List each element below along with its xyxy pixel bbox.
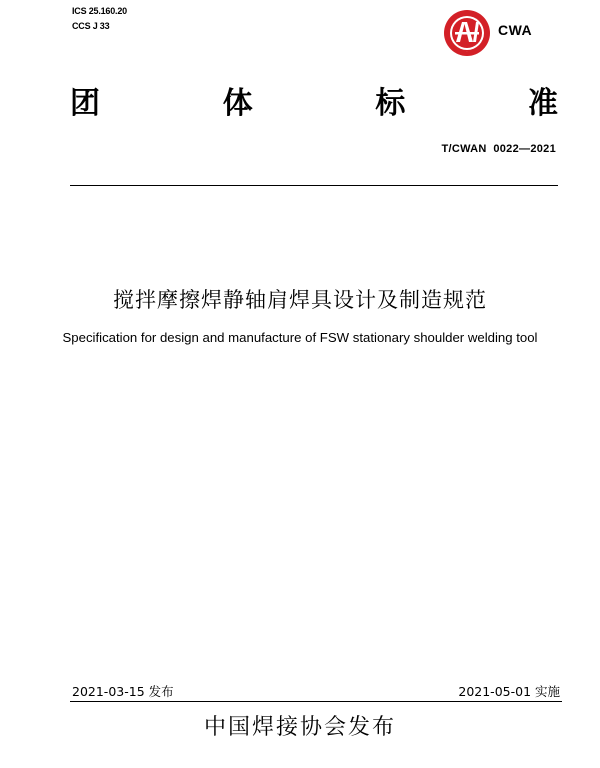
ics-code: ICS 25.160.20: [72, 6, 127, 16]
implement-date: 2021-05-01 实施: [458, 684, 560, 699]
standard-number: T/CWAN 0022—2021: [441, 143, 556, 155]
document-title-cn: 搅拌摩擦焊静轴肩焊具设计及制造规范: [113, 288, 487, 312]
publish-date: 2021-03-15 发布: [72, 684, 174, 699]
svg-text:·: ·: [466, 49, 468, 53]
publisher: 中国焊接协会发布: [203, 715, 396, 740]
document-title-en: Specification for design and manufacture of FSW stationary shoulder welding tool: [62, 330, 538, 345]
ccs-code: CCS J 33: [72, 21, 110, 31]
top-divider: [70, 185, 558, 186]
standard-type-char: 团: [70, 86, 100, 121]
standard-type-char: 标: [375, 86, 406, 121]
standard-type-char: 体: [222, 86, 253, 121]
cwa-logo-icon: [442, 8, 492, 58]
classification-codes: [72, 4, 127, 34]
bottom-divider: [70, 701, 562, 702]
standard-type-title: [70, 78, 558, 122]
standard-type-char: 准: [527, 86, 558, 121]
logo-text: CWA: [498, 22, 533, 38]
